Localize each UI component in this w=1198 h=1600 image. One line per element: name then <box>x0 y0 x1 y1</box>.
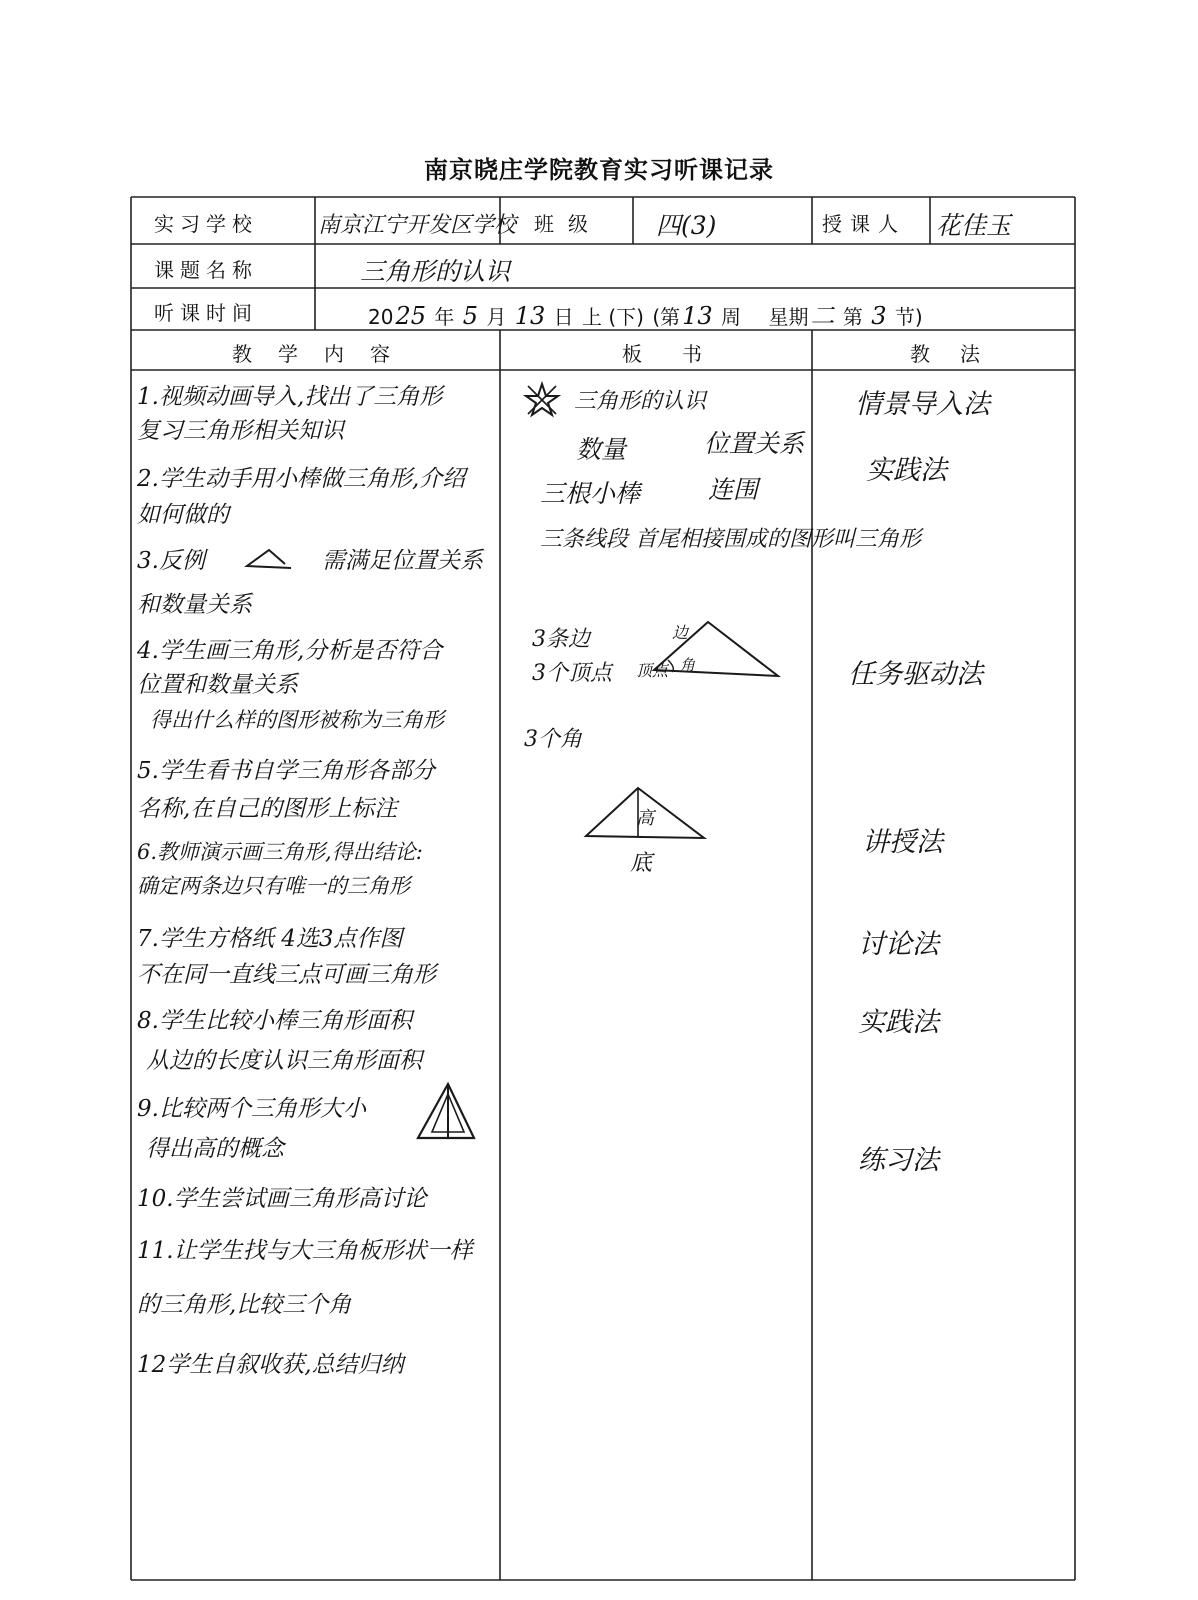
board-angles: 3个角 <box>524 727 582 752</box>
content-line: 的三角形,比较三个角 <box>137 1292 352 1318</box>
time-ampm: 上 (下) <box>581 305 644 329</box>
content-line: 复习三角形相关知识 <box>137 418 344 444</box>
label-base: 底 <box>630 851 653 876</box>
method-item: 情景导入法 <box>855 389 990 420</box>
topic-label: 课题名称 <box>154 258 258 282</box>
time-period-suffix: 节) <box>894 305 923 329</box>
document-title: 南京晓庄学院教育实习听课记录 <box>424 156 774 184</box>
board-position: 位置关系 <box>704 429 805 458</box>
content-line: 11.让学生找与大三角板形状一样 <box>137 1238 473 1264</box>
board-heading: 三角形的认识 <box>574 389 707 414</box>
time-week: 13 <box>682 302 713 330</box>
time-weekday-prefix: 星期 <box>768 305 809 329</box>
content-line: 需满足位置关系 <box>322 548 483 574</box>
content-line: 12学生自叙收获,总结归纳 <box>137 1352 404 1378</box>
time-month-suffix: 月 <box>486 305 507 329</box>
school-value: 南京江宁开发区学校 <box>318 213 517 238</box>
time-year-prefix: 20 <box>368 305 394 329</box>
time-day-suffix: 日 <box>553 305 574 329</box>
time-month: 5 <box>462 302 478 330</box>
label-angle: 角 <box>680 656 696 674</box>
method-item: 讨论法 <box>858 929 939 960</box>
method-item: 实践法 <box>858 1007 939 1038</box>
content-line: 位置和数量关系 <box>137 672 298 698</box>
teacher-value: 花佳玉 <box>936 211 1012 240</box>
content-line: 名称,在自己的图形上标注 <box>137 796 398 822</box>
label-height: 高 <box>636 808 654 829</box>
content-line: 4.学生画三角形,分析是否符合 <box>137 638 443 664</box>
content-line: 不在同一直线三点可画三角形 <box>137 962 436 988</box>
method-item: 任务驱动法 <box>848 659 983 690</box>
content-line: 7.学生方格纸 4选3点作图 <box>137 926 403 952</box>
column-header-board: 板书 <box>622 342 742 366</box>
star-icon <box>524 382 560 418</box>
school-label: 实习学校 <box>154 212 258 236</box>
content-line: 2.学生动手用小棒做三角形,介绍 <box>137 466 466 492</box>
board-sides: 3条边 <box>532 627 590 652</box>
content-line: 8.学生比较小棒三角形面积 <box>137 1008 412 1034</box>
board-vertices: 3个顶点 <box>532 661 612 686</box>
time-weekday: 二 <box>810 302 835 330</box>
board-three-sticks: 三根小棒 <box>540 479 641 508</box>
method-item: 练习法 <box>858 1145 939 1176</box>
label-vertex: 顶点 <box>636 661 669 680</box>
content-line: 如何做的 <box>137 502 229 528</box>
content-line: 10.学生尝试画三角形高讨论 <box>137 1186 427 1212</box>
triangle-height-sketch <box>414 1080 478 1144</box>
content-line: 5.学生看书自学三角形各部分 <box>137 758 435 784</box>
time-week-suffix: 周 <box>721 305 742 329</box>
content-line: 6.教师演示画三角形,得出结论: <box>137 840 423 864</box>
time-day: 13 <box>514 302 546 330</box>
content-line: 和数量关系 <box>137 592 252 618</box>
counterexample-angle-sketch <box>245 548 295 570</box>
board-enclose: 连围 <box>708 475 759 504</box>
board-definition: 三条线段 首尾相接围成的图形叫三角形 <box>540 527 921 552</box>
class-label: 班级 <box>534 212 602 236</box>
column-header-content: 教学内容 <box>232 342 416 366</box>
time-year-suffix: 年 <box>434 305 455 329</box>
board-quantity: 数量 <box>576 435 627 464</box>
content-line: 得出什么样的图形被称为三角形 <box>150 708 444 732</box>
topic-value: 三角形的认识 <box>360 257 511 286</box>
content-line: 1.视频动画导入,找出了三角形 <box>137 384 443 410</box>
time-period: 3 <box>871 302 887 330</box>
class-value: 四(3) <box>656 211 717 240</box>
content-line: 得出高的概念 <box>146 1136 284 1162</box>
time-year-hand: 25 <box>395 302 426 330</box>
time-week-prefix: (第 <box>652 305 681 329</box>
content-line: 3.反例 <box>137 548 205 574</box>
column-header-method: 教法 <box>910 342 1010 366</box>
time-period-prefix: 第 <box>842 305 863 329</box>
lesson-time <box>368 296 925 331</box>
content-line: 从边的长度认识三角形面积 <box>146 1048 422 1074</box>
method-item: 讲授法 <box>862 827 943 858</box>
method-item: 实践法 <box>866 455 947 486</box>
label-side: 边 <box>672 623 689 642</box>
teacher-label: 授课人 <box>822 212 906 236</box>
content-line: 确定两条边只有唯一的三角形 <box>137 874 410 898</box>
content-line: 9.比较两个三角形大小 <box>137 1096 366 1122</box>
time-label: 听课时间 <box>154 301 258 325</box>
